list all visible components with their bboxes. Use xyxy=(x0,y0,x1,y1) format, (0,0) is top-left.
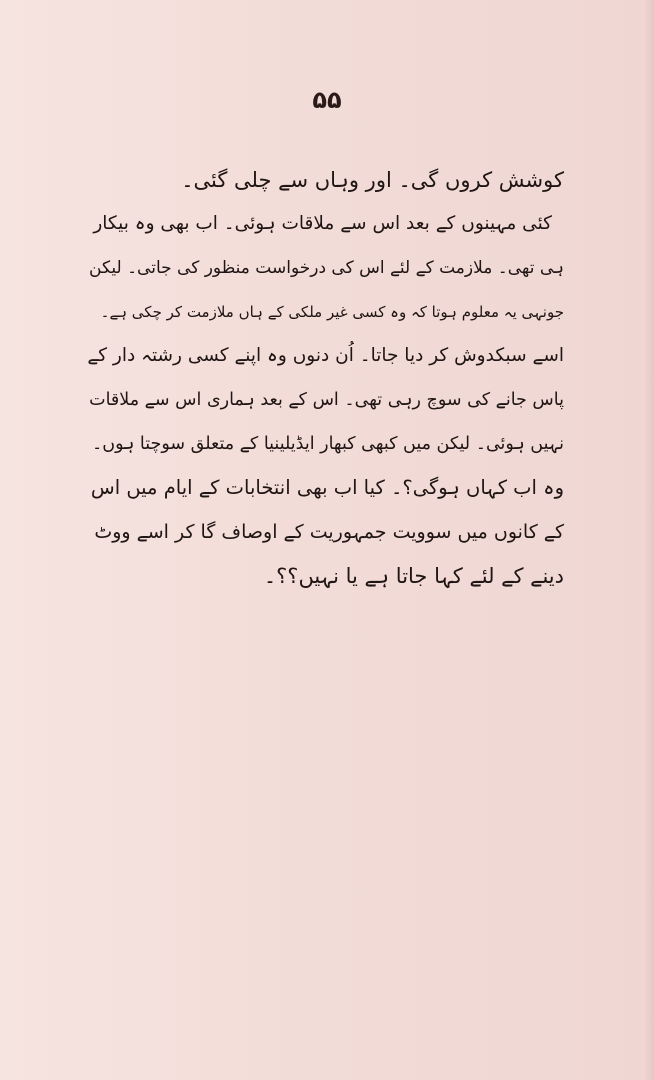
text-line: وہ اب کہاں ہوگی؟۔ کیا اب بھی انتخابات کے ایام میں اس xyxy=(90,476,564,499)
text-line: اسے سبکدوش کر دیا جاتا۔ اُن دنوں وہ اپنے کسی رشتہ دار کے xyxy=(87,345,564,366)
text-line: دینے کے لئے کہا جاتا ہے یا نہیں؟؟۔ xyxy=(263,564,564,588)
text-line: کوشش کروں گی۔ اور وہاں سے چلی گئی۔ xyxy=(181,168,564,192)
page-body-text xyxy=(86,158,564,598)
text-line: کئی مہینوں کے بعد اس سے ملاقات ہوئی۔ اب بھی وہ بیکار xyxy=(93,213,552,234)
text-line: نہیں ہوئی۔ لیکن میں کبھی کبھار ایڈیلینیا کے متعلق سوچتا ہوں۔ xyxy=(91,434,564,454)
text-line: پاس جانے کی سوچ رہی تھی۔ اس کے بعد ہماری اس سے ملاقات xyxy=(89,390,564,410)
text-line: جونہی یہ معلوم ہوتا کہ وہ کسی غیر ملکی کے ہاں ملازمت کر چکی ہے۔ xyxy=(100,303,564,321)
text-line: کے کانوں میں سوویت جمہوریت کے اوصاف گا کر اسے ووٹ xyxy=(94,521,564,543)
text-line: ہی تھی۔ ملازمت کے لئے اس کی درخواست منظور کی جاتی۔ لیکن xyxy=(89,258,564,278)
page-edge-shadow xyxy=(644,0,654,1080)
page-number: ۵۵ xyxy=(312,86,342,114)
